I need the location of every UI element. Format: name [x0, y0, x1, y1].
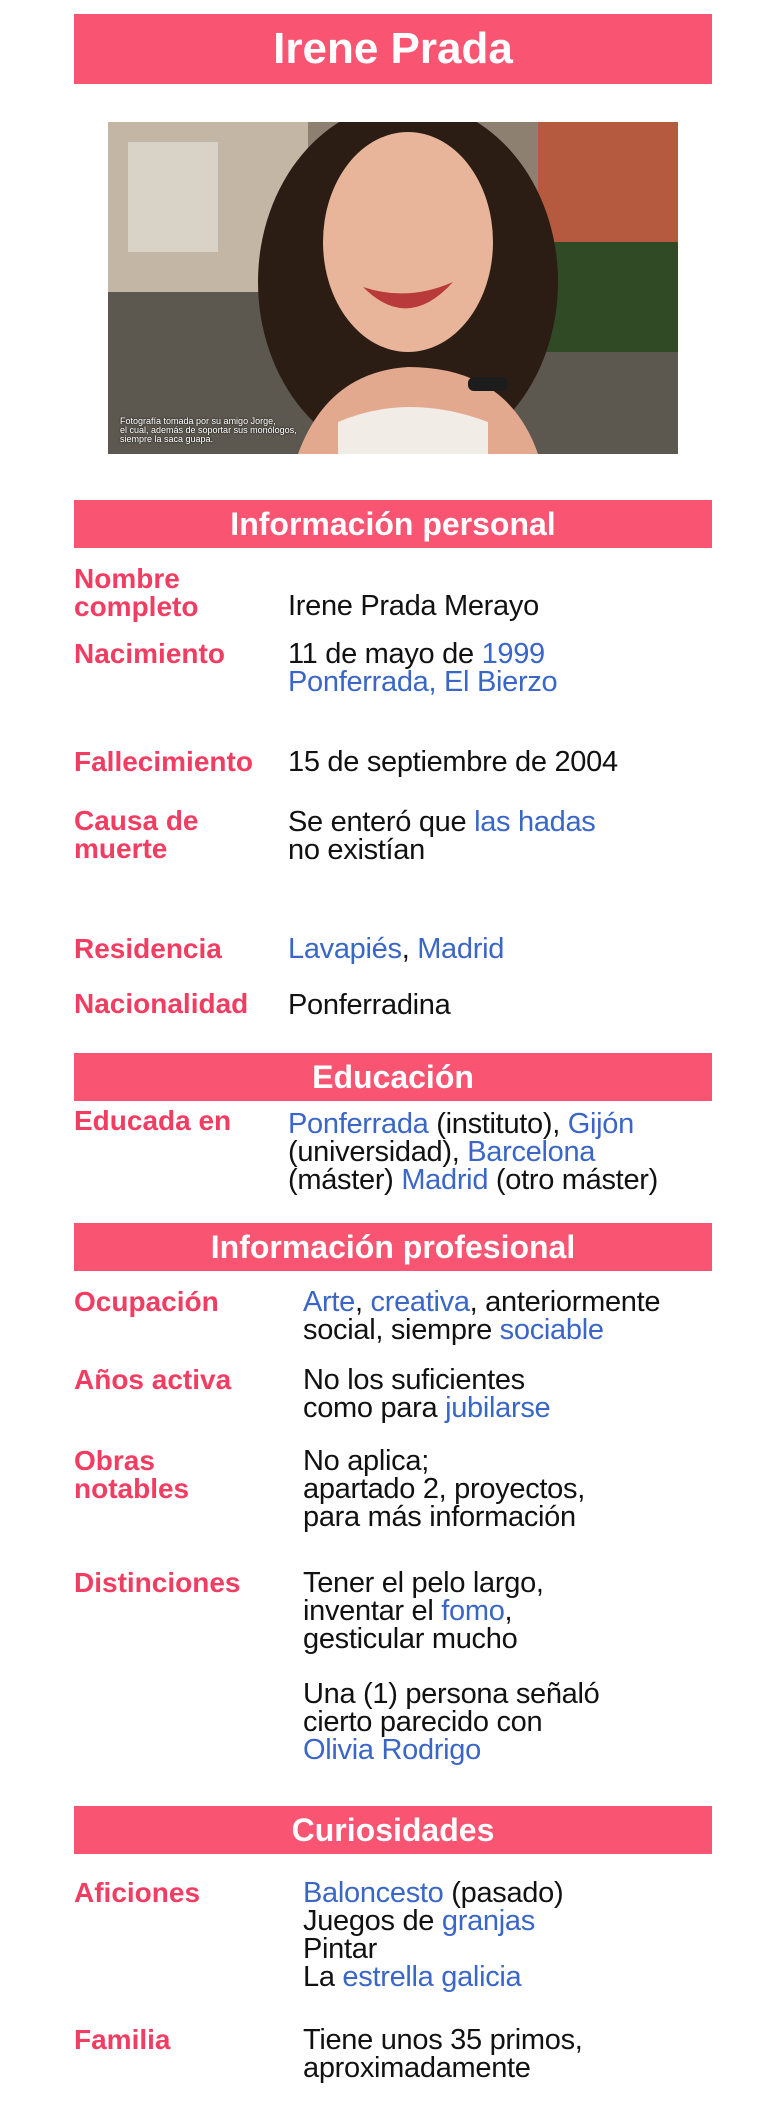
value-obras-notables: No aplica; apartado 2, proyectos, para más información	[303, 1445, 585, 1533]
link-ponferrada-bierzo[interactable]: Ponferrada, El Bierzo	[288, 666, 558, 698]
link-barcelona[interactable]: Barcelona	[467, 1136, 596, 1168]
value-distinciones: Tener el pelo largo, inventar el fomo, gesticular mucho	[303, 1567, 544, 1655]
section-header-profesional: Información profesional	[74, 1223, 712, 1271]
link-creativa[interactable]: creativa	[370, 1286, 470, 1318]
label-nombre: Nombre completo	[74, 563, 199, 622]
label-educada-en: Educada en	[74, 1105, 232, 1136]
label-obras-notables: Obras notables	[74, 1445, 190, 1504]
link-fomo[interactable]: fomo	[441, 1595, 505, 1627]
link-las-hadas[interactable]: las hadas	[474, 806, 596, 838]
value-nacionalidad: Ponferradina	[288, 989, 451, 1021]
page-title: Irene Prada	[74, 14, 712, 84]
link-estrella-galicia[interactable]: estrella galicia	[342, 1961, 522, 1993]
section-header-curiosidades: Curiosidades	[74, 1806, 712, 1854]
label-distinciones: Distinciones	[74, 1567, 241, 1598]
portrait-photo	[108, 122, 678, 454]
link-1999[interactable]: 1999	[481, 638, 545, 670]
label-anos-activa: Años activa	[74, 1364, 232, 1395]
value-aficiones: Baloncesto (pasado) Juegos de granjas Pintar La estrella galicia	[303, 1877, 564, 1993]
link-lavapies[interactable]: Lavapiés	[288, 933, 402, 965]
link-jubilarse[interactable]: jubilarse	[445, 1392, 551, 1424]
value-residencia: Lavapiés, Madrid	[288, 933, 505, 965]
link-arte[interactable]: Arte	[303, 1286, 355, 1318]
label-familia: Familia	[74, 2024, 171, 2055]
label-nacionalidad: Nacionalidad	[74, 988, 249, 1019]
link-madrid[interactable]: Madrid	[417, 933, 505, 965]
link-sociable[interactable]: sociable	[499, 1314, 604, 1346]
value-nacimiento: 11 de mayo de 1999 Ponferrada, El Bierzo	[288, 638, 558, 698]
label-aficiones: Aficiones	[74, 1877, 201, 1908]
link-granjas[interactable]: granjas	[441, 1905, 535, 1937]
label-residencia: Residencia	[74, 933, 222, 964]
value-distinciones-parecido: Una (1) persona señaló cierto parecido con Olivia Rodrigo	[303, 1678, 600, 1766]
link-olivia-rodrigo[interactable]: Olivia Rodrigo	[303, 1734, 481, 1766]
link-madrid-edu[interactable]: Madrid	[401, 1164, 489, 1196]
label-causa: Causa de muerte	[74, 805, 199, 864]
link-ponferrada[interactable]: Ponferrada	[288, 1108, 429, 1140]
value-causa: Se enteró que las hadas no existían	[288, 806, 596, 866]
value-familia: Tiene unos 35 primos, aproximadamente	[303, 2024, 583, 2084]
value-fallecimiento: 15 de septiembre de 2004	[288, 746, 618, 778]
label-ocupacion: Ocupación	[74, 1286, 219, 1317]
value-educada-en: Ponferrada (instituto), Gijón (universidad), Barcelona (máster) Madrid (otro máster)	[288, 1108, 658, 1196]
value-anos-activa: No los suficientes como para jubilarse	[303, 1364, 551, 1424]
section-header-educacion: Educación	[74, 1053, 712, 1101]
section-header-personal: Información personal	[74, 500, 712, 548]
value-nombre: Irene Prada Merayo	[288, 590, 539, 622]
link-gijon[interactable]: Gijón	[567, 1108, 634, 1140]
link-baloncesto[interactable]: Baloncesto	[303, 1877, 444, 1909]
label-fallecimiento: Fallecimiento	[74, 746, 253, 777]
photo-caption: Fotografía tomada por su amigo Jorge, el cual, además de soportar sus monólogos, siempre la saca guapa.	[120, 416, 297, 444]
label-nacimiento: Nacimiento	[74, 638, 225, 669]
value-ocupacion: Arte, creativa, anteriormente social, siempre sociable	[303, 1286, 661, 1346]
